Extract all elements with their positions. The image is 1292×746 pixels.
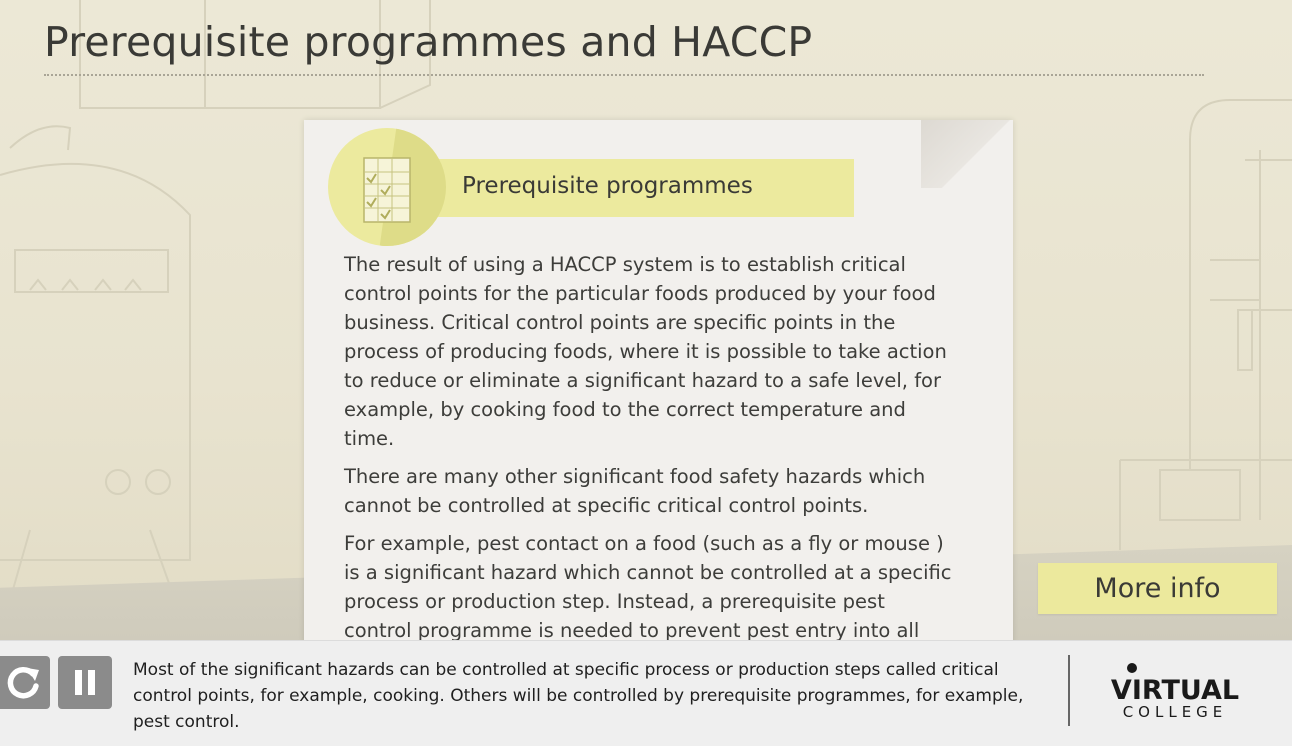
replay-button[interactable] (0, 656, 50, 709)
logo-line-1: VIRTUAL (1110, 675, 1240, 706)
card-paragraph-3: For example, pest contact on a food (such as a fly or mouse ) is a significant hazard which cannot be controlled at a specific process or production step. Instead, a prerequisite pest control programme is needed to prevent pest entry into all (344, 532, 952, 640)
title-divider (44, 74, 1204, 76)
page-curl (921, 120, 1013, 188)
card-paragraph-1: The result of using a HACCP system is to establish critical control points for the particular foods produced by your food business. Critical control points are specific points in the process of producing foods, where it is possible to take action to reduce or eliminate a significant hazard to a safe level, for example, by cooking food to the correct temperature and time. (344, 253, 947, 450)
card-heading-band (424, 159, 854, 217)
card-body (344, 250, 956, 640)
player-footer (0, 640, 1292, 746)
card-paragraph-2: There are many other significant food safety hazards which cannot be controlled at specific critical control points. (344, 465, 926, 517)
replay-icon (0, 656, 50, 709)
card-heading: Prerequisite programmes (462, 173, 753, 199)
page-title: Prerequisite programmes and HACCP (44, 18, 813, 66)
card-badge (328, 128, 446, 246)
content-card (304, 120, 1013, 640)
logo-line-2: COLLEGE (1122, 703, 1228, 721)
virtual-college-logo (1108, 661, 1242, 723)
footer-divider (1068, 655, 1070, 726)
more-info-button[interactable]: More info (1038, 563, 1277, 614)
checklist-icon (362, 156, 414, 226)
pause-button[interactable] (58, 656, 112, 709)
narration-caption: Most of the significant hazards can be controlled at specific process or production steps called critical control points, for example, cooking. Others will be controlled by prerequisite programmes, for example, pest control. (133, 660, 1024, 732)
pause-icon (58, 656, 112, 709)
